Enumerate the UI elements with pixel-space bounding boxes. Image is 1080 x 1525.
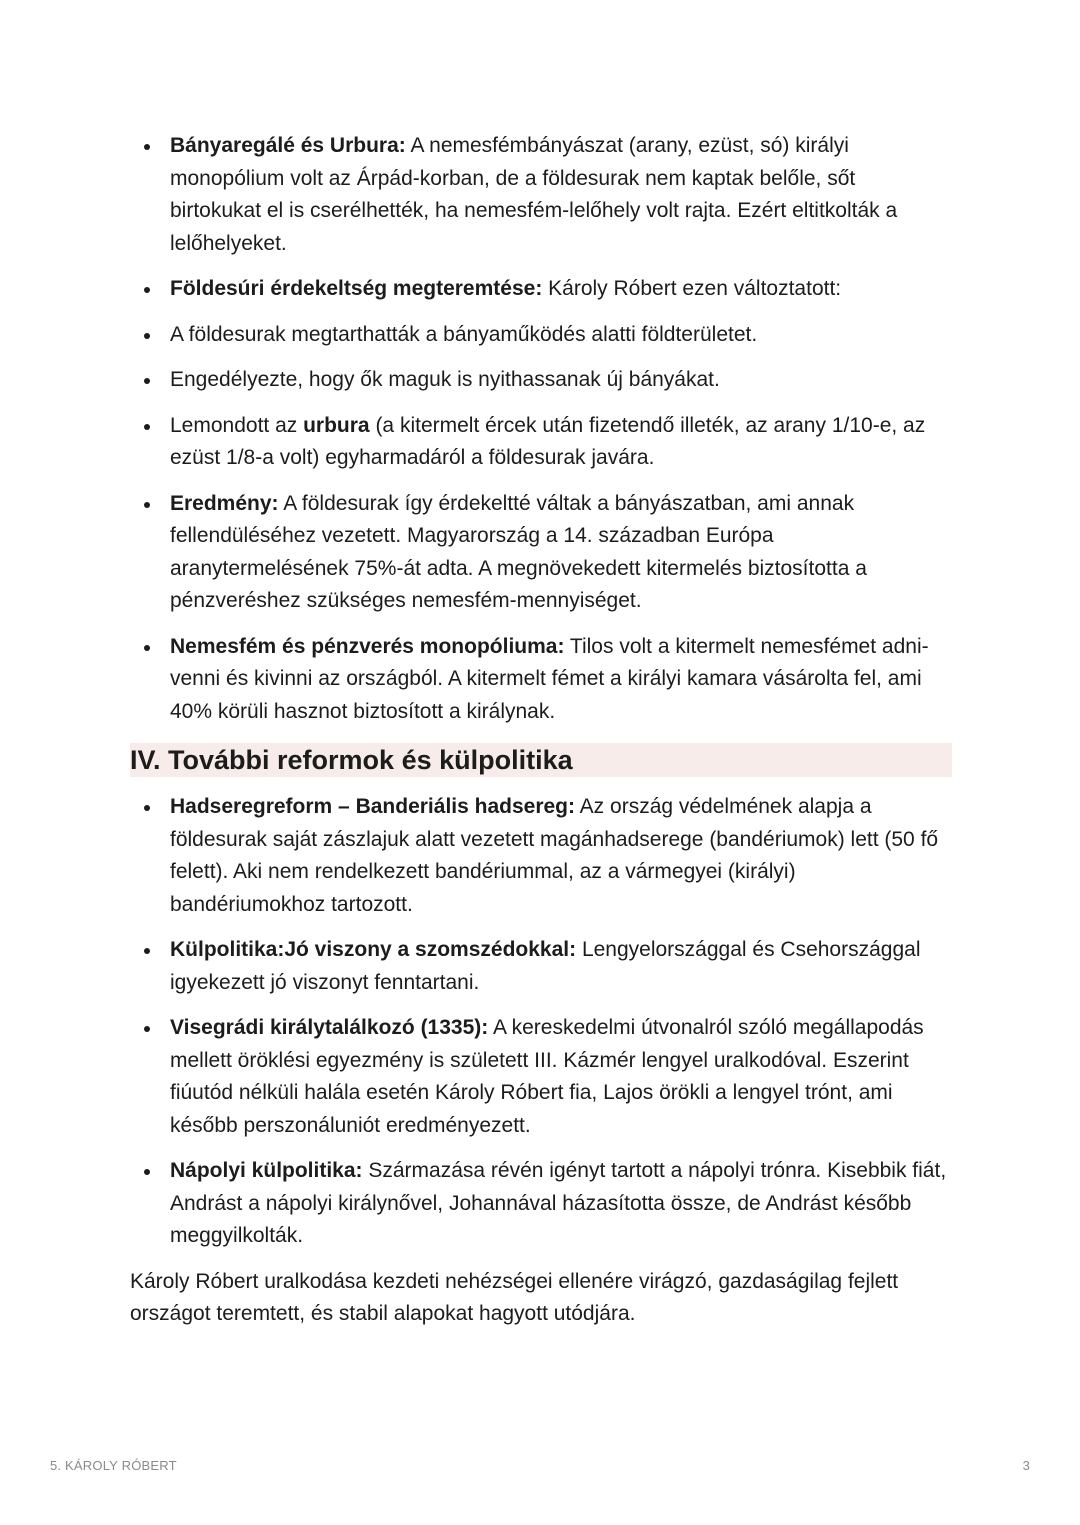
item-term: Eredmény: — [170, 491, 279, 515]
item-text-prefix: Lemondott az — [170, 413, 304, 437]
document-body — [130, 130, 952, 1331]
list-item — [130, 791, 952, 921]
closing-paragraph: Károly Róbert uralkodása kezdeti nehézségei ellenére virágzó, gazdaságilag fejlett országot teremtett, és stabil alapokat hagyott utódjára. — [130, 1269, 899, 1325]
item-text: (a kitermelt ércek után fizetendő illeték, az arany 1/10-e, az ezüst 1/8-a volt) egyharmadáról a földesurak javára. — [170, 413, 926, 469]
item-text: A földesurak így érdekeltté váltak a bányászatban, ami annak fellendüléséhez vezetett. Magyarország a 14. században Európa aranytermelésének 75%-át adta. A megnövekedett kitermelés biztosította a pénzveréshez szükséges nemesfém-mennyiséget. — [170, 491, 867, 612]
item-text: Származása révén igényt tartott a nápolyi trónra. Kisebbik fiát, Andrást a nápolyi királynővel, Johannával házasította össze, de Andrást később meggyilkolták. — [170, 1159, 947, 1247]
item-text: A földesurak megtarthatták a bányaműködés alatti földterületet. — [170, 322, 758, 346]
item-text: A kereskedelmi útvonalról szóló megállapodás mellett öröklési egyezmény is született III. Kázmér lengyel uralkodóval. Eszerint fiúutód nélküli halála esetén Károly Róbert fia, Lajos örökli a lengyel trónt, ami később perszonáluniót eredményezett. — [170, 1016, 924, 1137]
list-item — [130, 934, 952, 999]
list-item — [130, 410, 952, 475]
item-term: Földesúri érdekeltség megteremtése: — [170, 277, 543, 300]
list-item — [130, 488, 952, 618]
item-text: A nemesfémbányászat (arany, ezüst, só) királyi monopólium volt az Árpád-korban, de a földesurak nem kaptak belőle, sőt birtokukat el is cserélhették, ha nemesfém-lelőhely volt rajta. Ezért eltitkolták a lelőhelyeket. — [170, 134, 898, 255]
item-term: Külpolitika:Jó viszony a szomszédokkal: — [170, 938, 577, 961]
list-item — [130, 364, 952, 397]
item-text: Tilos volt a kitermelt nemesfémet adni-venni és kivinni az országból. A kitermelt fémet a királyi kamara vásárolta fel, ami 40% körüli hasznot biztosított a királynak. — [170, 634, 929, 723]
list-item — [130, 273, 952, 306]
item-text: Lengyelországgal és Csehországgal igyekezett jó viszonyt fenntartani. — [170, 938, 921, 994]
section4-list — [130, 791, 952, 1253]
item-term: Bányaregálé és Urbura: — [170, 134, 406, 157]
list-item — [130, 631, 952, 729]
item-term: urbura — [303, 413, 370, 437]
section3-list — [130, 130, 952, 728]
item-term: Visegrádi királytalálkozó (1335): — [170, 1016, 489, 1039]
list-item — [130, 319, 952, 352]
footer-chapter: 5. KÁROLY RÓBERT — [50, 1458, 177, 1473]
footer-page-number: 3 — [1022, 1458, 1030, 1473]
item-text: Károly Róbert ezen változtatott: — [542, 277, 842, 300]
list-item — [130, 1155, 952, 1253]
section-heading-text: IV. További reformok és külpolitika — [130, 745, 573, 775]
item-text: Engedélyezte, hogy ők maguk is nyithassanak új bányákat. — [170, 368, 720, 391]
list-item — [130, 130, 952, 260]
list-item — [130, 1012, 952, 1142]
section-heading — [130, 743, 952, 777]
item-term: Nemesfém és pénzverés monopóliuma: — [170, 634, 565, 658]
item-text: Az ország védelmének alapja a földesurak saját zászlajuk alatt vezetett magánhadserege (bandériumok) lett (50 fő felett). Aki nem rendelkezett bandériummal, az a vármegyei (királyi) bandériumokhoz tartozott. — [170, 795, 939, 916]
item-term: Hadseregreform – Banderiális hadsereg: — [170, 795, 575, 818]
item-term: Nápolyi külpolitika: — [170, 1159, 363, 1182]
